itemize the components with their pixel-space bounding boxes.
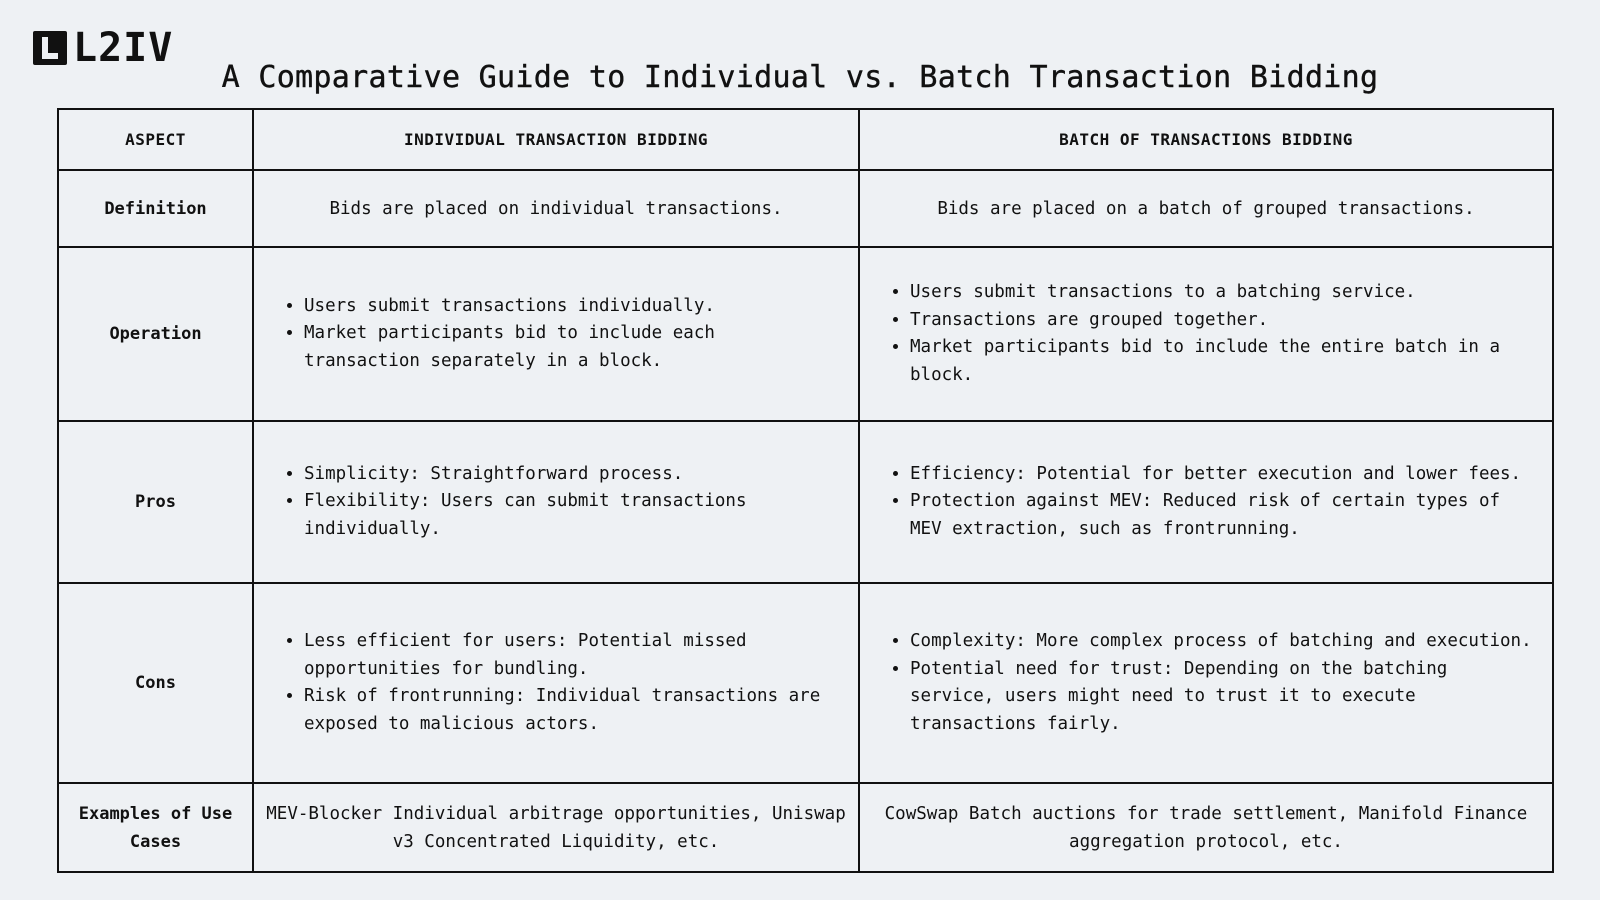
batch-cell: CowSwap Batch auctions for trade settlement, Manifold Finance aggregation protocol, etc. [859, 783, 1553, 872]
list-item: • Users submit transactions to a batching service. [910, 279, 1534, 307]
table-row-definition [58, 170, 1553, 247]
header-aspect: ASPECT [58, 109, 253, 170]
header-individual: INDIVIDUAL TRANSACTION BIDDING [253, 109, 859, 170]
aspect-cell: Cons [58, 583, 253, 783]
list-item: • Flexibility: Users can submit transactions individually. [304, 488, 840, 543]
list-item: • Protection against MEV: Reduced risk of certain types of MEV extraction, such as frontrunning. [910, 488, 1534, 543]
table-header-row [58, 109, 1553, 170]
list-item: • Less efficient for users: Potential missed opportunities for bundling. [304, 628, 840, 683]
aspect-cell: Definition [58, 170, 253, 247]
comparison-table [57, 108, 1554, 873]
list-item: • Market participants bid to include the entire batch in a block. [910, 334, 1534, 389]
aspect-cell: Operation [58, 247, 253, 421]
table-row-cons [58, 583, 1553, 783]
list-item: • Simplicity: Straightforward process. [304, 461, 840, 489]
aspect-cell: Pros [58, 421, 253, 583]
aspect-cell: Examples of Use Cases [58, 783, 253, 872]
list-item: • Market participants bid to include each transaction separately in a block. [304, 320, 840, 375]
header-batch: BATCH OF TRANSACTIONS BIDDING [859, 109, 1553, 170]
individual-cell [253, 583, 859, 783]
table-row-operation [58, 247, 1553, 421]
list-item: • Complexity: More complex process of batching and execution. [910, 628, 1534, 656]
batch-cell [859, 247, 1553, 421]
list-item: • Transactions are grouped together. [910, 307, 1534, 335]
list-item: • Efficiency: Potential for better execution and lower fees. [910, 461, 1534, 489]
table-row-examples [58, 783, 1553, 872]
list-item: • Risk of frontrunning: Individual transactions are exposed to malicious actors. [304, 683, 840, 738]
individual-cell [253, 247, 859, 421]
page-title: A Comparative Guide to Individual vs. Batch Transaction Bidding [221, 60, 1379, 95]
list-item: • Potential need for trust: Depending on the batching service, users might need to trust it to execute transactions fairly. [910, 656, 1534, 739]
logo-text: L2IV [73, 25, 174, 71]
batch-cell: Bids are placed on a batch of grouped transactions. [859, 170, 1553, 247]
table-row-pros [58, 421, 1553, 583]
batch-cell [859, 421, 1553, 583]
batch-cell [859, 583, 1553, 783]
list-item: • Users submit transactions individually. [304, 293, 840, 321]
individual-cell: MEV-Blocker Individual arbitrage opportunities, Uniswap v3 Concentrated Liquidity, etc. [253, 783, 859, 872]
individual-cell: Bids are placed on individual transactions. [253, 170, 859, 247]
individual-cell [253, 421, 859, 583]
